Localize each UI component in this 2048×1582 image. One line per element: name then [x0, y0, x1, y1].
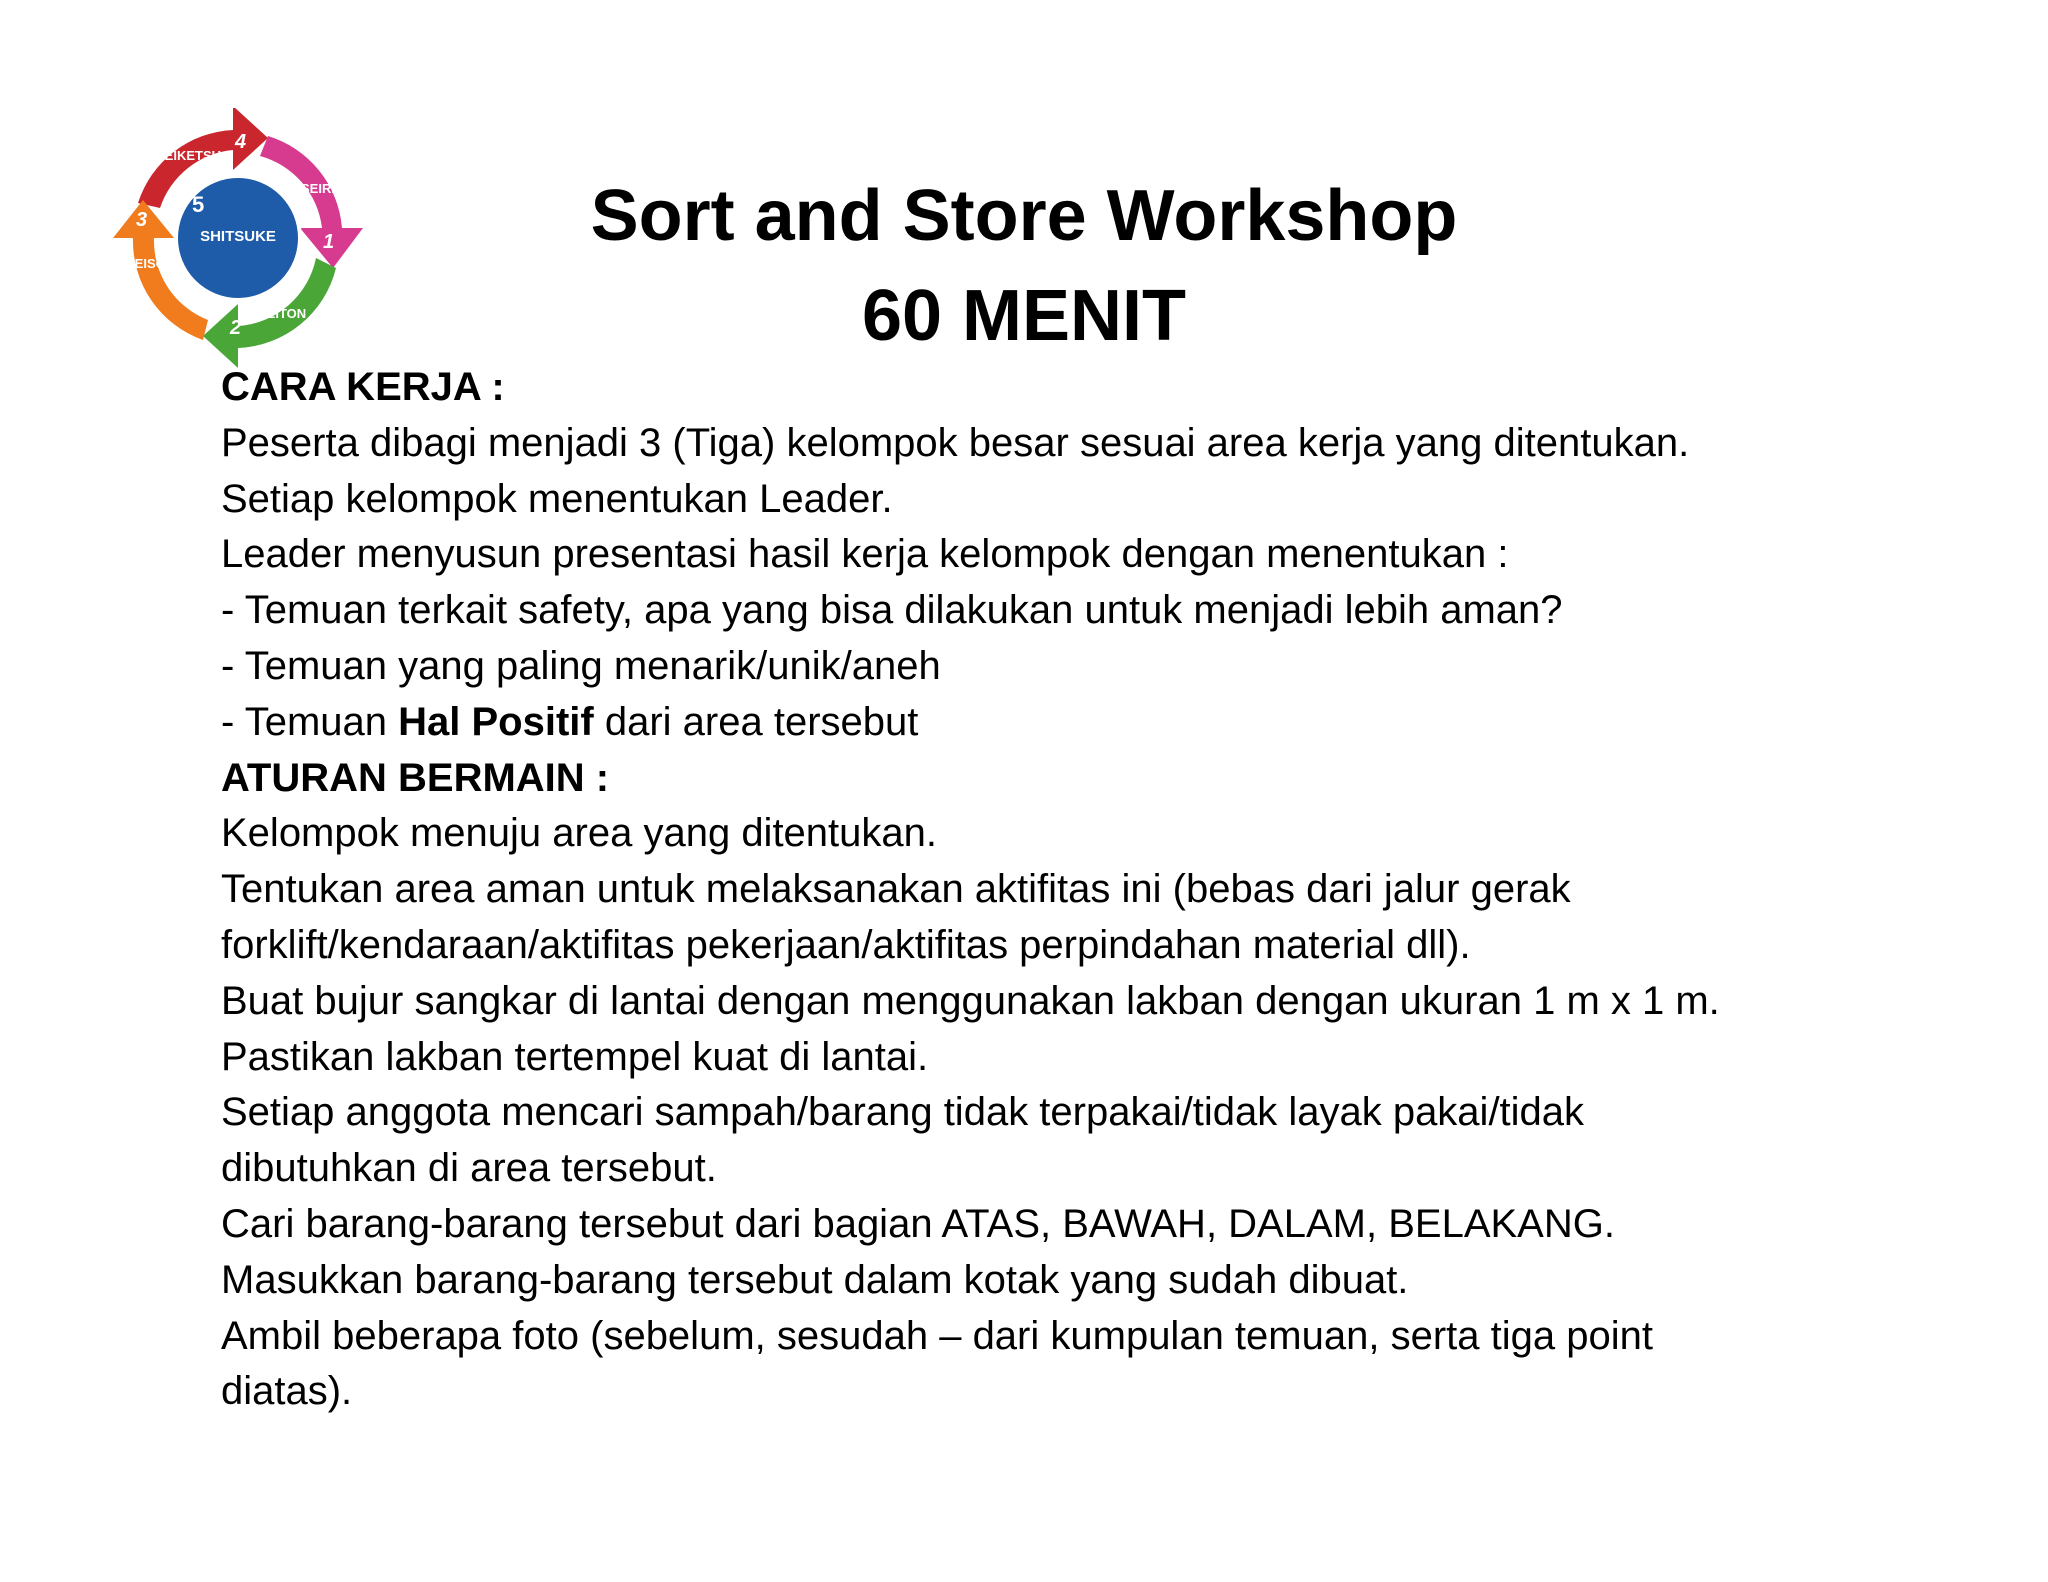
seiso-label: SEISO — [126, 256, 166, 271]
center-number: 5 — [192, 192, 205, 217]
aturan-line: Cari barang-barang tersebut dari bagian ATAS, BAWAH, DALAM, BELAKANG. — [221, 1201, 1615, 1246]
aturan-line: Buat bujur sangkar di lantai dengan menggunakan lakban dengan ukuran 1 m x 1 m. — [221, 978, 1720, 1023]
seiketsu-label: SEIKETSU — [156, 148, 222, 163]
seiton-number: 2 — [230, 317, 242, 339]
seiri-number: 1 — [323, 231, 335, 253]
hal-positif-emphasis: Hal Positif — [398, 699, 594, 744]
seiri-label: SEIRI — [301, 181, 335, 196]
seiton-label: SEITON — [258, 306, 307, 321]
aturan-line: Tentukan area aman untuk melaksanakan aktifitas ini (bebas dari jalur gerak — [221, 867, 1571, 912]
aturan-bermain-heading: ATURAN BERMAIN : — [221, 755, 610, 800]
line-text: dari area tersebut — [593, 699, 919, 744]
aturan-line: Kelompok menuju area yang ditentukan. — [221, 811, 938, 856]
seiketsu-number: 4 — [235, 131, 247, 153]
aturan-line: Setiap anggota mencari sampah/barang tidak terpakai/tidak layak pakai/tidak — [221, 1090, 1585, 1135]
slide-subtitle: 60 MENIT — [861, 276, 1187, 356]
aturan-line: Pastikan lakban tertempel kuat di lantai. — [221, 1034, 929, 1079]
cara-kerja-heading: CARA KERJA : — [221, 365, 505, 409]
center-label: SHITSUKE — [200, 228, 276, 245]
cara-kerja-line: Setiap kelompok menentukan Leader. — [221, 476, 893, 521]
aturan-line: forklift/kendaraan/aktifitas pekerjaan/aktifitas perpindahan material dll). — [221, 922, 1471, 967]
cara-kerja-line — [221, 695, 2011, 751]
cara-kerja-line: - Temuan yang paling menarik/unik/aneh — [221, 643, 941, 688]
cara-kerja-line: Peserta dibagi menjadi 3 (Tiga) kelompok besar sesuai area kerja yang ditentukan. — [221, 420, 1690, 465]
line-text: - Temuan — [221, 699, 399, 744]
aturan-line: Masukkan barang-barang tersebut dalam kotak yang sudah dibuat. — [221, 1257, 1409, 1302]
slide-content — [221, 360, 2011, 1420]
aturan-line: Ambil beberapa foto (sebelum, sesudah – dari kumpulan temuan, serta tiga point — [221, 1313, 1653, 1358]
slide-title: Sort and Store Workshop — [590, 176, 1458, 256]
aturan-line: diatas). — [221, 1369, 353, 1414]
seiso-number: 3 — [136, 209, 148, 231]
aturan-line: dibutuhkan di area tersebut. — [221, 1146, 717, 1191]
cara-kerja-line: - Temuan terkait safety, apa yang bisa dilakukan untuk menjadi lebih aman? — [221, 588, 1563, 633]
cara-kerja-line: Leader menyusun presentasi hasil kerja kelompok dengan menentukan : — [221, 532, 1509, 577]
